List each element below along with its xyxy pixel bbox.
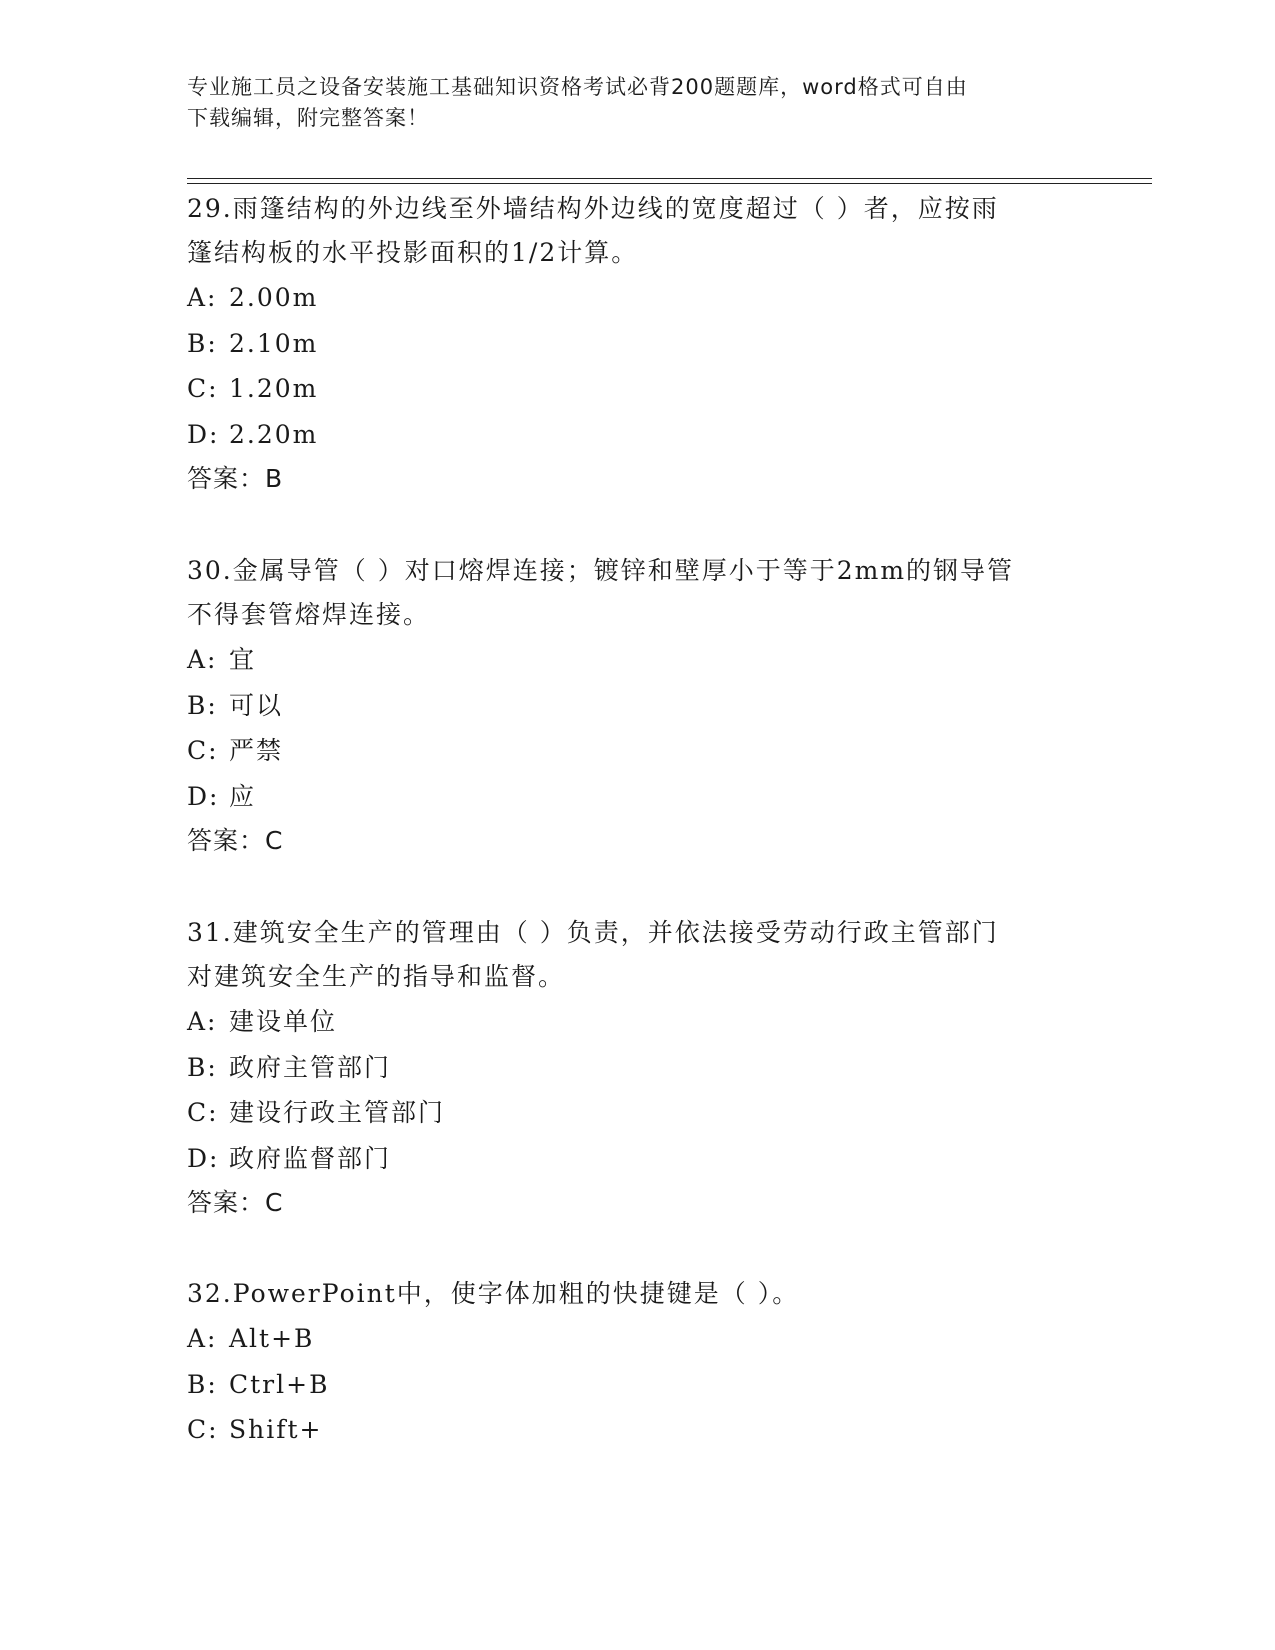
option-label: D: <box>187 781 220 811</box>
option-label: C: <box>187 1098 219 1127</box>
question-stem-line-2: 篷结构板的水平投影面积的1/2计算。 <box>187 238 639 267</box>
option-text: 2.20m <box>229 419 319 449</box>
option-c <box>187 366 1067 412</box>
question-32 <box>187 1272 1067 1453</box>
option-d <box>187 1136 1067 1182</box>
header-divider-top <box>187 178 1152 179</box>
option-c <box>187 728 1067 774</box>
option-label: C: <box>187 1415 219 1444</box>
option-c <box>187 1407 1067 1453</box>
option-text: 建设单位 <box>229 1007 338 1036</box>
option-text: Shift+ <box>229 1415 323 1444</box>
option-text: Ctrl+B <box>229 1369 330 1399</box>
option-text: 建设行政主管部门 <box>229 1098 446 1127</box>
option-b <box>187 321 1067 367</box>
question-stem-line-1: 29.雨篷结构的外边线至外墙结构外边线的宽度超过（ ）者，应按雨 <box>187 194 999 223</box>
option-text: 1.20m <box>229 374 319 403</box>
option-c <box>187 1090 1067 1136</box>
option-text: 可以 <box>229 690 284 720</box>
option-a <box>187 637 1067 683</box>
document-header <box>187 72 1067 134</box>
option-b <box>187 1362 1067 1408</box>
option-text: 2.10m <box>229 328 319 358</box>
option-a <box>187 1316 1067 1362</box>
header-divider-bottom <box>187 183 1152 184</box>
option-label: B: <box>187 690 218 720</box>
option-label: B: <box>187 1052 218 1082</box>
answer: 答案：B <box>187 464 284 493</box>
option-text: 2.00m <box>229 283 319 312</box>
question-stem-line-1: 30.金属导管（ ）对口熔焊连接；镀锌和壁厚小于等于2mm的钢导管 <box>187 556 1015 585</box>
option-label: C: <box>187 736 219 765</box>
answer: 答案：C <box>187 1188 284 1217</box>
header-line-2: 下载编辑，附完整答案！ <box>187 106 429 130</box>
question-29 <box>187 187 1067 501</box>
option-label: A: <box>187 1007 218 1036</box>
option-a <box>187 999 1067 1045</box>
option-text: Alt+B <box>229 1324 315 1353</box>
option-d <box>187 412 1067 458</box>
option-label: B: <box>187 1369 218 1399</box>
option-text: 政府监督部门 <box>229 1143 392 1173</box>
option-label: A: <box>187 1324 218 1353</box>
option-label: D: <box>187 1143 220 1173</box>
question-stem-line-1: 32.PowerPoint中，使字体加粗的快捷键是（ ）。 <box>187 1279 800 1308</box>
answer: 答案：C <box>187 826 284 855</box>
option-label: D: <box>187 419 220 449</box>
question-30 <box>187 549 1067 863</box>
option-text: 宜 <box>229 645 257 674</box>
question-31 <box>187 911 1067 1225</box>
option-label: B: <box>187 328 218 358</box>
option-b <box>187 683 1067 729</box>
header-line-1: 专业施工员之设备安装施工基础知识资格考试必背200题题库，word格式可自由 <box>187 75 968 99</box>
question-stem-line-1: 31.建筑安全生产的管理由（ ）负责，并依法接受劳动行政主管部门 <box>187 918 999 947</box>
option-label: A: <box>187 283 218 312</box>
option-a <box>187 275 1067 321</box>
option-d <box>187 774 1067 820</box>
option-text: 严禁 <box>229 736 284 765</box>
option-text: 应 <box>229 781 257 811</box>
option-label: C: <box>187 374 219 403</box>
option-text: 政府主管部门 <box>229 1052 392 1082</box>
question-stem-line-2: 对建筑安全生产的指导和监督。 <box>187 962 566 991</box>
option-label: A: <box>187 645 218 674</box>
option-b <box>187 1045 1067 1091</box>
question-stem-line-2: 不得套管熔焊连接。 <box>187 600 431 629</box>
